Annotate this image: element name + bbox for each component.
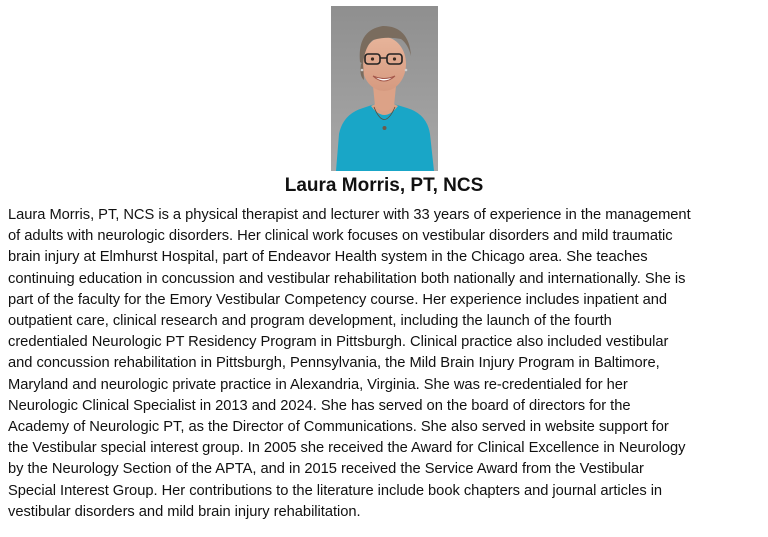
bio-line: of adults with neurologic disorders. Her clinical work focuses on vestibular disorders and mild traumatic [8, 228, 673, 245]
bio-line: outpatient care, clinical research and program development, including the launch of the fourth [8, 313, 612, 330]
person-portrait-icon [331, 6, 438, 171]
bio-line: the Vestibular special interest group. In 2005 she received the Award for Clinical Excellence in Neurology [8, 440, 686, 457]
bio-line: continuing education in concussion and vestibular rehabilitation both nationally and internationally. She is [8, 270, 686, 287]
bio-line: Special Interest Group. Her contributions to the literature include book chapters and journal articles in [8, 482, 663, 499]
profile-photo [331, 6, 438, 171]
bio-line: vestibular disorders and mild brain injury rehabilitation. [8, 503, 361, 520]
bio-line: Maryland and neurologic private practice in Alexandria, Virginia. She was re-credentialed for her [8, 376, 628, 393]
bio-line: credentialed Neurologic PT Residency Program in Pittsburgh. Clinical practice also included vestibular [8, 334, 669, 351]
bio-paragraph [8, 205, 760, 523]
bio-line: and concussion rehabilitation in Pittsburgh, Pennsylvania, the Mild Brain Injury Program in Baltimore, [8, 355, 660, 372]
profile-name: Laura Morris, PT, NCS [284, 175, 484, 196]
bio-line: part of the faculty for the Emory Vestibular Competency course. Her experience includes inpatient and [8, 291, 668, 308]
bio-line: Neurologic Clinical Specialist in 2013 and 2024. She has served on the board of directors for the [8, 397, 631, 414]
bio-line: by the Neurology Section of the APTA, and in 2015 received the Service Award from the Vestibular [8, 461, 644, 478]
bio-line: brain injury at Elmhurst Hospital, part of Endeavor Health system in the Chicago area. She teaches [8, 249, 648, 266]
bio-line: Laura Morris, PT, NCS is a physical therapist and lecturer with 33 years of experience in the management [8, 207, 691, 223]
bio-line: Academy of Neurologic PT, as the Director of Communications. She also served in website support for [8, 419, 669, 436]
